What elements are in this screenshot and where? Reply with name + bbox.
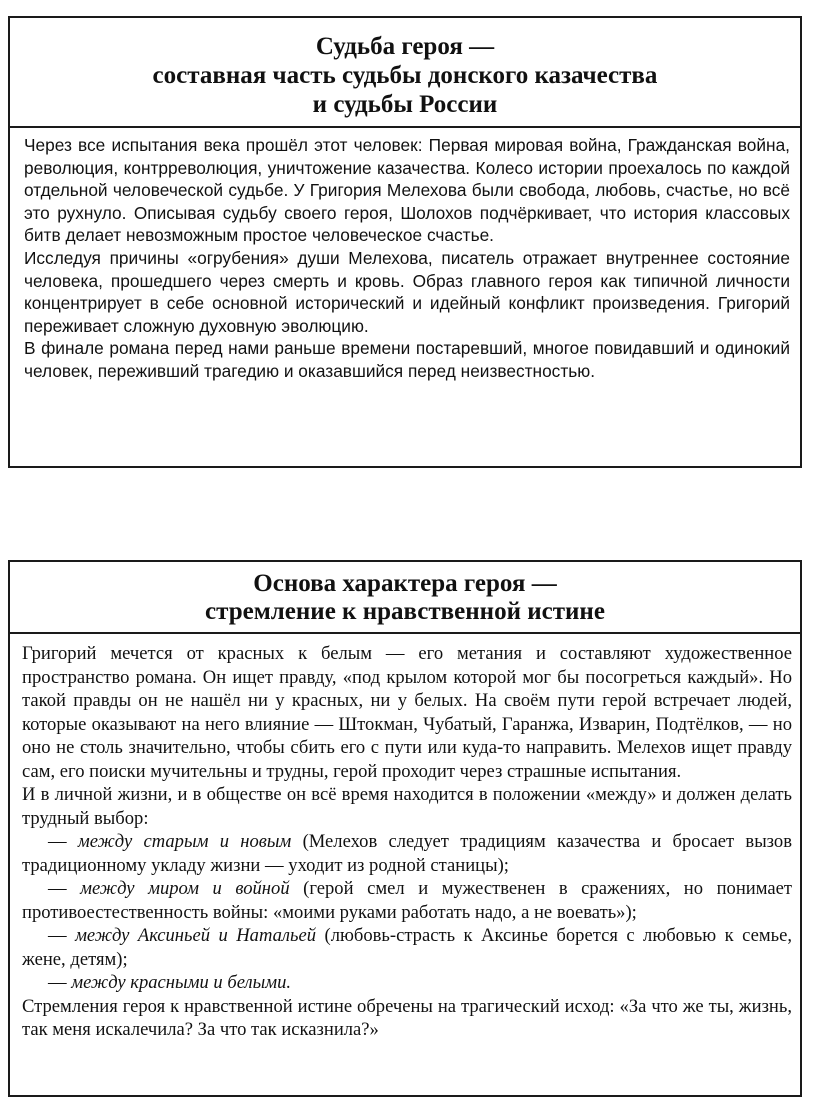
paragraph: И в личной жизни, и в обществе он всё время находится в положении «между» и должен делать трудный выбор: bbox=[22, 784, 792, 829]
paragraph: Через все испытания века прошёл этот человек: Первая мировая война, Гражданская война, революция, контрреволюция, уничтожение казачества. Колесо истории проехалось по каждой отдельной человеческой судьбе. У Григория Мелехова были свобода, любовь, счастье, но всё это рухнуло. Описывая судьбу своего героя, Шолохов подчёркивает, что история классовых битв делает невозможным простое человеческое счастье. bbox=[24, 135, 790, 246]
list-item bbox=[22, 971, 792, 995]
character-card-body bbox=[10, 634, 800, 1042]
title-line: и судьбы России bbox=[312, 91, 498, 118]
title-line: составная часть судьбы донского казачества bbox=[152, 62, 658, 89]
dash: — bbox=[48, 878, 81, 899]
list-item bbox=[22, 877, 792, 924]
list-item bbox=[22, 830, 792, 877]
dash: — bbox=[48, 831, 78, 852]
fate-card-body bbox=[10, 128, 800, 383]
item-term: между старым и новым bbox=[77, 831, 292, 852]
item-text: (любовь-страсть к Аксинье борется с любовью к семье, жене, детям); bbox=[22, 925, 792, 970]
fate-card bbox=[8, 16, 802, 468]
dash: — bbox=[48, 972, 72, 993]
fate-card-title bbox=[10, 18, 800, 128]
paragraph: Григорий мечется от красных к белым — его метания и составляют художественное пространство романа. Он ищет правду, «под крылом которой мог бы посогреться каждый». Но такой правды он не нашёл ни у красных, ни у белых. На своём пути герой встречает людей, которые оказывают на него влияние — Штокман, Чубатый, Гаранжа, Изварин, Подтёлков, — но оно не столь значительно, чтобы сбить его с пути или куда-то направить. Мелехов ищет правду сам, его поиски мучительны и трудны, герой проходит через страшные испытания. bbox=[22, 643, 792, 782]
item-term: между красными и белыми. bbox=[71, 972, 292, 993]
character-card-title bbox=[10, 562, 800, 634]
paragraph: В финале романа перед нами раньше времени постаревший, многое повидавший и одинокий человек, переживший трагедию и оказавшийся перед неизвестностью. bbox=[24, 338, 790, 381]
item-term: между миром и войной bbox=[80, 878, 290, 899]
item-text: (герой смел и мужественен в сражениях, но понимает противоестественность войны: «моими руками работать надо, а не воевать»); bbox=[22, 878, 792, 923]
title-line: Основа характера героя — bbox=[253, 570, 557, 597]
item-text: (Мелехов следует традициям казачества и бросает вызов традиционному укладу жизни — уходит из родной станицы); bbox=[22, 831, 792, 876]
title-line: стремление к нравственной истине bbox=[205, 598, 605, 625]
paragraph: Исследуя причины «огрубения» души Мелехова, писатель отражает внутреннее состояние человека, прошедшего через смерть и кровь. Образ главного героя как типичной личности концентрирует в себе основной исторический и идейный конфликт произведения. Григорий переживает сложную духовную эволюцию. bbox=[24, 247, 790, 336]
list-item bbox=[22, 924, 792, 971]
item-term: между Аксиньей и Натальей bbox=[75, 925, 317, 946]
closing-paragraph: Стремления героя к нравственной истине обречены на трагический исход: «За что же ты, жизнь, так меня искалечила? За что так исказнила?» bbox=[22, 995, 792, 1040]
character-card bbox=[8, 560, 802, 1097]
title-line: Судьба героя — bbox=[315, 33, 495, 60]
dash: — bbox=[48, 925, 76, 946]
